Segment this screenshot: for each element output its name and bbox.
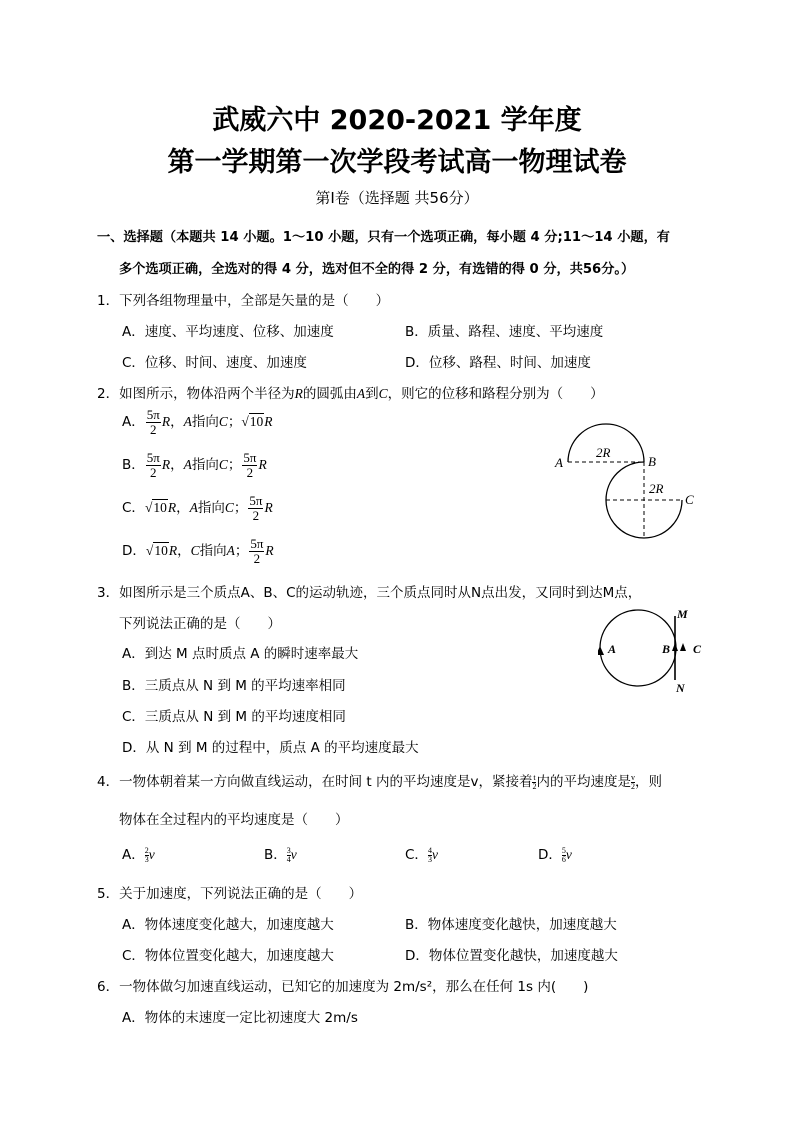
q3-option-c: C．三质点从 N 到 M 的平均速度相同 (122, 709, 346, 725)
section-instructions-line2: 多个选项正确，全选对的得 4 分，选对但不全的得 2 分，有选错的得 0 分，共56分。） (119, 262, 635, 277)
q3-option-d: D．从 N 到 M 的过程中，质点 A 的平均速度最大 (122, 740, 419, 756)
q3-arrow-c (680, 643, 686, 651)
q3-label-n: N (676, 681, 685, 695)
q2-label-b: B (648, 454, 656, 469)
q2-arc-diagram (548, 420, 708, 545)
q2-option-a: A． $\frac{5\pi}{2}$ R，A指向C；√10R (122, 407, 273, 437)
q3-arrow-b (672, 643, 678, 651)
q3-option-a: A．到达 M 点时质点 A 的瞬时速率最大 (122, 646, 359, 662)
q1-option-c: C．位移、时间、速度、加速度 (122, 355, 307, 371)
exam-title-line1: 武威六中 2020-2021 学年度 (212, 105, 582, 136)
q5-option-d: D．物体位置变化越快，加速度越大 (405, 948, 618, 964)
q4-option-d: D． $\frac{5}{6}$ v (538, 845, 572, 864)
q2-label-a: A (555, 455, 563, 470)
q2-option-d: D．√10R，C指向A； $\frac{5\pi}{2}$ R (122, 536, 274, 566)
q3-stem-line1: 3．如图所示是三个质点A、B、C的运动轨迹，三个质点同时从N点出发，又同时到达M点， (97, 585, 642, 601)
q3-stem-line2: 下列说法正确的是（ ） (119, 616, 281, 632)
q3-option-b: B．三质点从 N 到 M 的平均速率相同 (122, 678, 346, 694)
q2-label-c: C (685, 492, 694, 507)
q4-stem-line2: 物体在全过程内的平均速度是（ ） (119, 812, 349, 828)
q4-stem-line1: 4．一物体朝着某一方向做直线运动，在时间 t 内的平均速度是v，紧接着 $\frac{t}{2}$ 内的平均速度是 $\frac{v}{2}$ ，则 (97, 772, 662, 791)
q2-stem: 2．如图所示，物体沿两个半径为R的圆弧由A到C，则它的位移和路程分别为（ ） (97, 386, 604, 402)
q2-label-2r-bottom: 2R (649, 481, 664, 496)
q4-option-a: A． $\frac{2}{3}$ v (122, 845, 155, 864)
q3-label-a: A (608, 642, 617, 656)
q3-label-c: C (693, 642, 702, 656)
q3-label-b: B (662, 642, 671, 656)
q1-option-d: D．位移、路程、时间、加速度 (405, 355, 591, 371)
q5-option-b: B．物体速度变化越快，加速度越大 (405, 917, 617, 933)
q3-arrow-a (598, 646, 604, 655)
q2-option-c: C．√10R，A指向C； $\frac{5\pi}{2}$ R (122, 493, 273, 523)
q3-label-m: M (677, 607, 688, 621)
volume-heading: 第Ⅰ卷（选择题 共56分） (315, 189, 479, 207)
q2-label-2r-top: 2R (596, 445, 611, 460)
q4-option-b: B． $\frac{3}{4}$ v (264, 845, 297, 864)
q5-option-a: A．物体速度变化越大，加速度越大 (122, 917, 334, 933)
q3-trajectory-diagram (598, 606, 713, 696)
q2-option-b: B． $\frac{5\pi}{2}$ R，A指向C； $\frac{5\pi}{2}$ R (122, 450, 267, 480)
exam-title-line2: 第一学期第一次学段考试高一物理试卷 (167, 147, 627, 178)
q6-option-a: A．物体的末速度一定比初速度大 2m/s (122, 1010, 358, 1026)
q1-option-a: A．速度、平均速度、位移、加速度 (122, 324, 334, 340)
q5-stem: 5．关于加速度，下列说法正确的是（ ） (97, 886, 363, 902)
q4-option-c: C． $\frac{4}{3}$ v (405, 845, 438, 864)
q1-option-b: B．质量、路程、速度、平均速度 (405, 324, 604, 340)
q5-option-c: C．物体位置变化越大，加速度越大 (122, 948, 334, 964)
section-instructions-line1: 一、选择题（本题共 14 小题。1～10 小题，只有一个选项正确，每小题 4 分;11～14 小题，有 (97, 230, 670, 245)
q6-stem: 6．一物体做匀加速直线运动，已知它的加速度为 2m/s²，那么在任何 1s 内( ) (97, 979, 589, 995)
q1-stem: 1．下列各组物理量中，全部是矢量的是（ ） (97, 293, 390, 309)
